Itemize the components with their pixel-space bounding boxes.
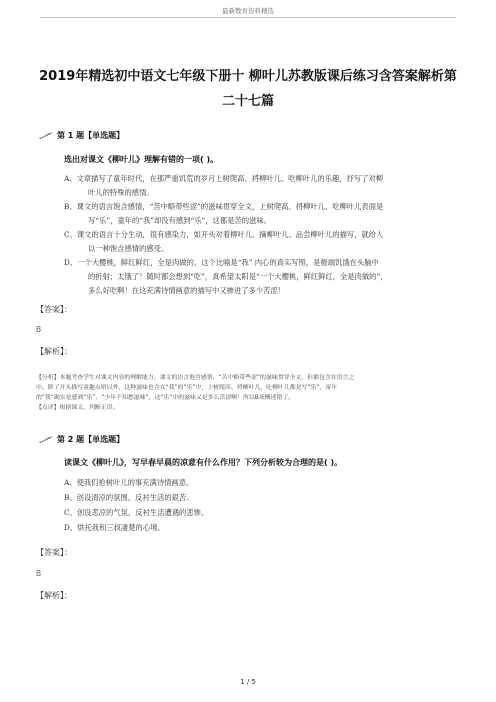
question-1-stem: 选出对课文《柳叶儿》理解有错的一项( )。 xyxy=(64,155,219,164)
option-line: 多么好吃啊！在这充满诗情画意的描写中又掺进了多少苦涩！ xyxy=(88,286,286,295)
question-2-option-a: A、使我们抢树叶儿的事充满诗情画意。 xyxy=(64,478,194,487)
option-line: 叶儿的特殊的感情。 xyxy=(88,188,154,197)
header-divider xyxy=(40,17,456,18)
question-1-option-c xyxy=(64,228,442,256)
question-2-option-b: B、创设清凉的氛围，反衬生活的艰苦。 xyxy=(64,493,194,502)
option-line: 以一种饱含感情的感受。 xyxy=(88,244,169,253)
page-header: 最新教育资料精选 xyxy=(222,7,274,15)
question-2-heading-text: 第 2 题【单选题】 xyxy=(57,435,125,444)
question-1-option-d xyxy=(64,256,442,298)
question-2-stem: 读课文《柳叶儿》，写早春早晨的凉意有什么作用？下列分析较为合理的是( )。 xyxy=(64,458,343,467)
question-2-option-c: C、创设悲凉的气氛，反衬生活遭遇的悲惨。 xyxy=(64,508,209,517)
analysis-line: 的“我”确实是感到“乐”，“少年不知愁滋味”，这“乐”中的滋味又是多么苦涩啊！所以B项概述错了。 xyxy=(36,395,295,401)
option-line: B、课文的语言饱含感情，“苦中略带些涩”的滋味贯穿全文，上树爬高、捋柳叶儿、吃柳叶儿表面是 xyxy=(64,202,384,211)
question-1-analysis xyxy=(36,373,464,413)
question-1-answer-label: 【答案】： xyxy=(36,305,72,314)
question-2-analysis-label: 【解析】： xyxy=(36,591,72,600)
question-1-option-a xyxy=(64,172,442,200)
question-2-answer: B xyxy=(36,569,42,578)
option-line: A、文章描写了童年时代，在那严重饥荒的岁月上树爬高、捋柳叶儿、吃柳叶儿的乐趣，抒写了对柳 xyxy=(64,174,384,183)
question-2-heading xyxy=(39,434,124,445)
page-number: 1 / 5 xyxy=(240,678,256,686)
question-1-option-b xyxy=(64,200,442,228)
document-title: 2019年精选初中语文七年级下册十 柳叶儿苏教版课后练习含答案解析第二十七篇 xyxy=(39,69,457,109)
analysis-line: 中。除了开头描写童趣点明以外，这种滋味也含在“我”的“乐”中，上树爬高、捋柳叶儿、吃柳叶儿都是写“乐”，童年 xyxy=(36,385,338,391)
option-line: 写“乐”，童年的“我”却没有感到“乐”，这都是苦的滋味。 xyxy=(88,216,271,225)
option-line: D、一个大樱桃，鲜红鲜红，全是肉做的。这个比喻是“我” 内心的真实写照，是极端饥饿在头脑中 xyxy=(64,258,379,267)
option-line: C、课文的语言十分生动，很有感染力，如开头对着柳叶儿、摘柳叶儿、品尝柳叶儿的描写，就给人 xyxy=(64,230,384,239)
question-1-heading-text: 第 1 题【单选题】 xyxy=(57,131,125,140)
question-1-analysis-label: 【解析】： xyxy=(36,347,72,356)
analysis-line: 【分析】本题考查学生对课文内容的理解能力。课文的语言饱含感情，“苦中略带些涩”的滋味贯穿全文，但都包含在语言之 xyxy=(36,375,355,381)
question-2-option-d: D、烘托我和三叔凄楚的心境。 xyxy=(64,523,165,532)
option-line: 的折射；太饿了！随时都会想到“吃”，真希望太阳是“一个大樱桃，鲜红鲜红，全是肉做的”， xyxy=(88,272,388,281)
question-1-heading xyxy=(39,130,124,141)
quill-icon xyxy=(39,131,53,140)
question-1-answer: B xyxy=(36,325,42,334)
question-2-answer-label: 【答案】： xyxy=(36,548,72,557)
quill-icon xyxy=(39,435,53,444)
analysis-line: 【点评】根据课文，判断正误。 xyxy=(36,405,119,411)
